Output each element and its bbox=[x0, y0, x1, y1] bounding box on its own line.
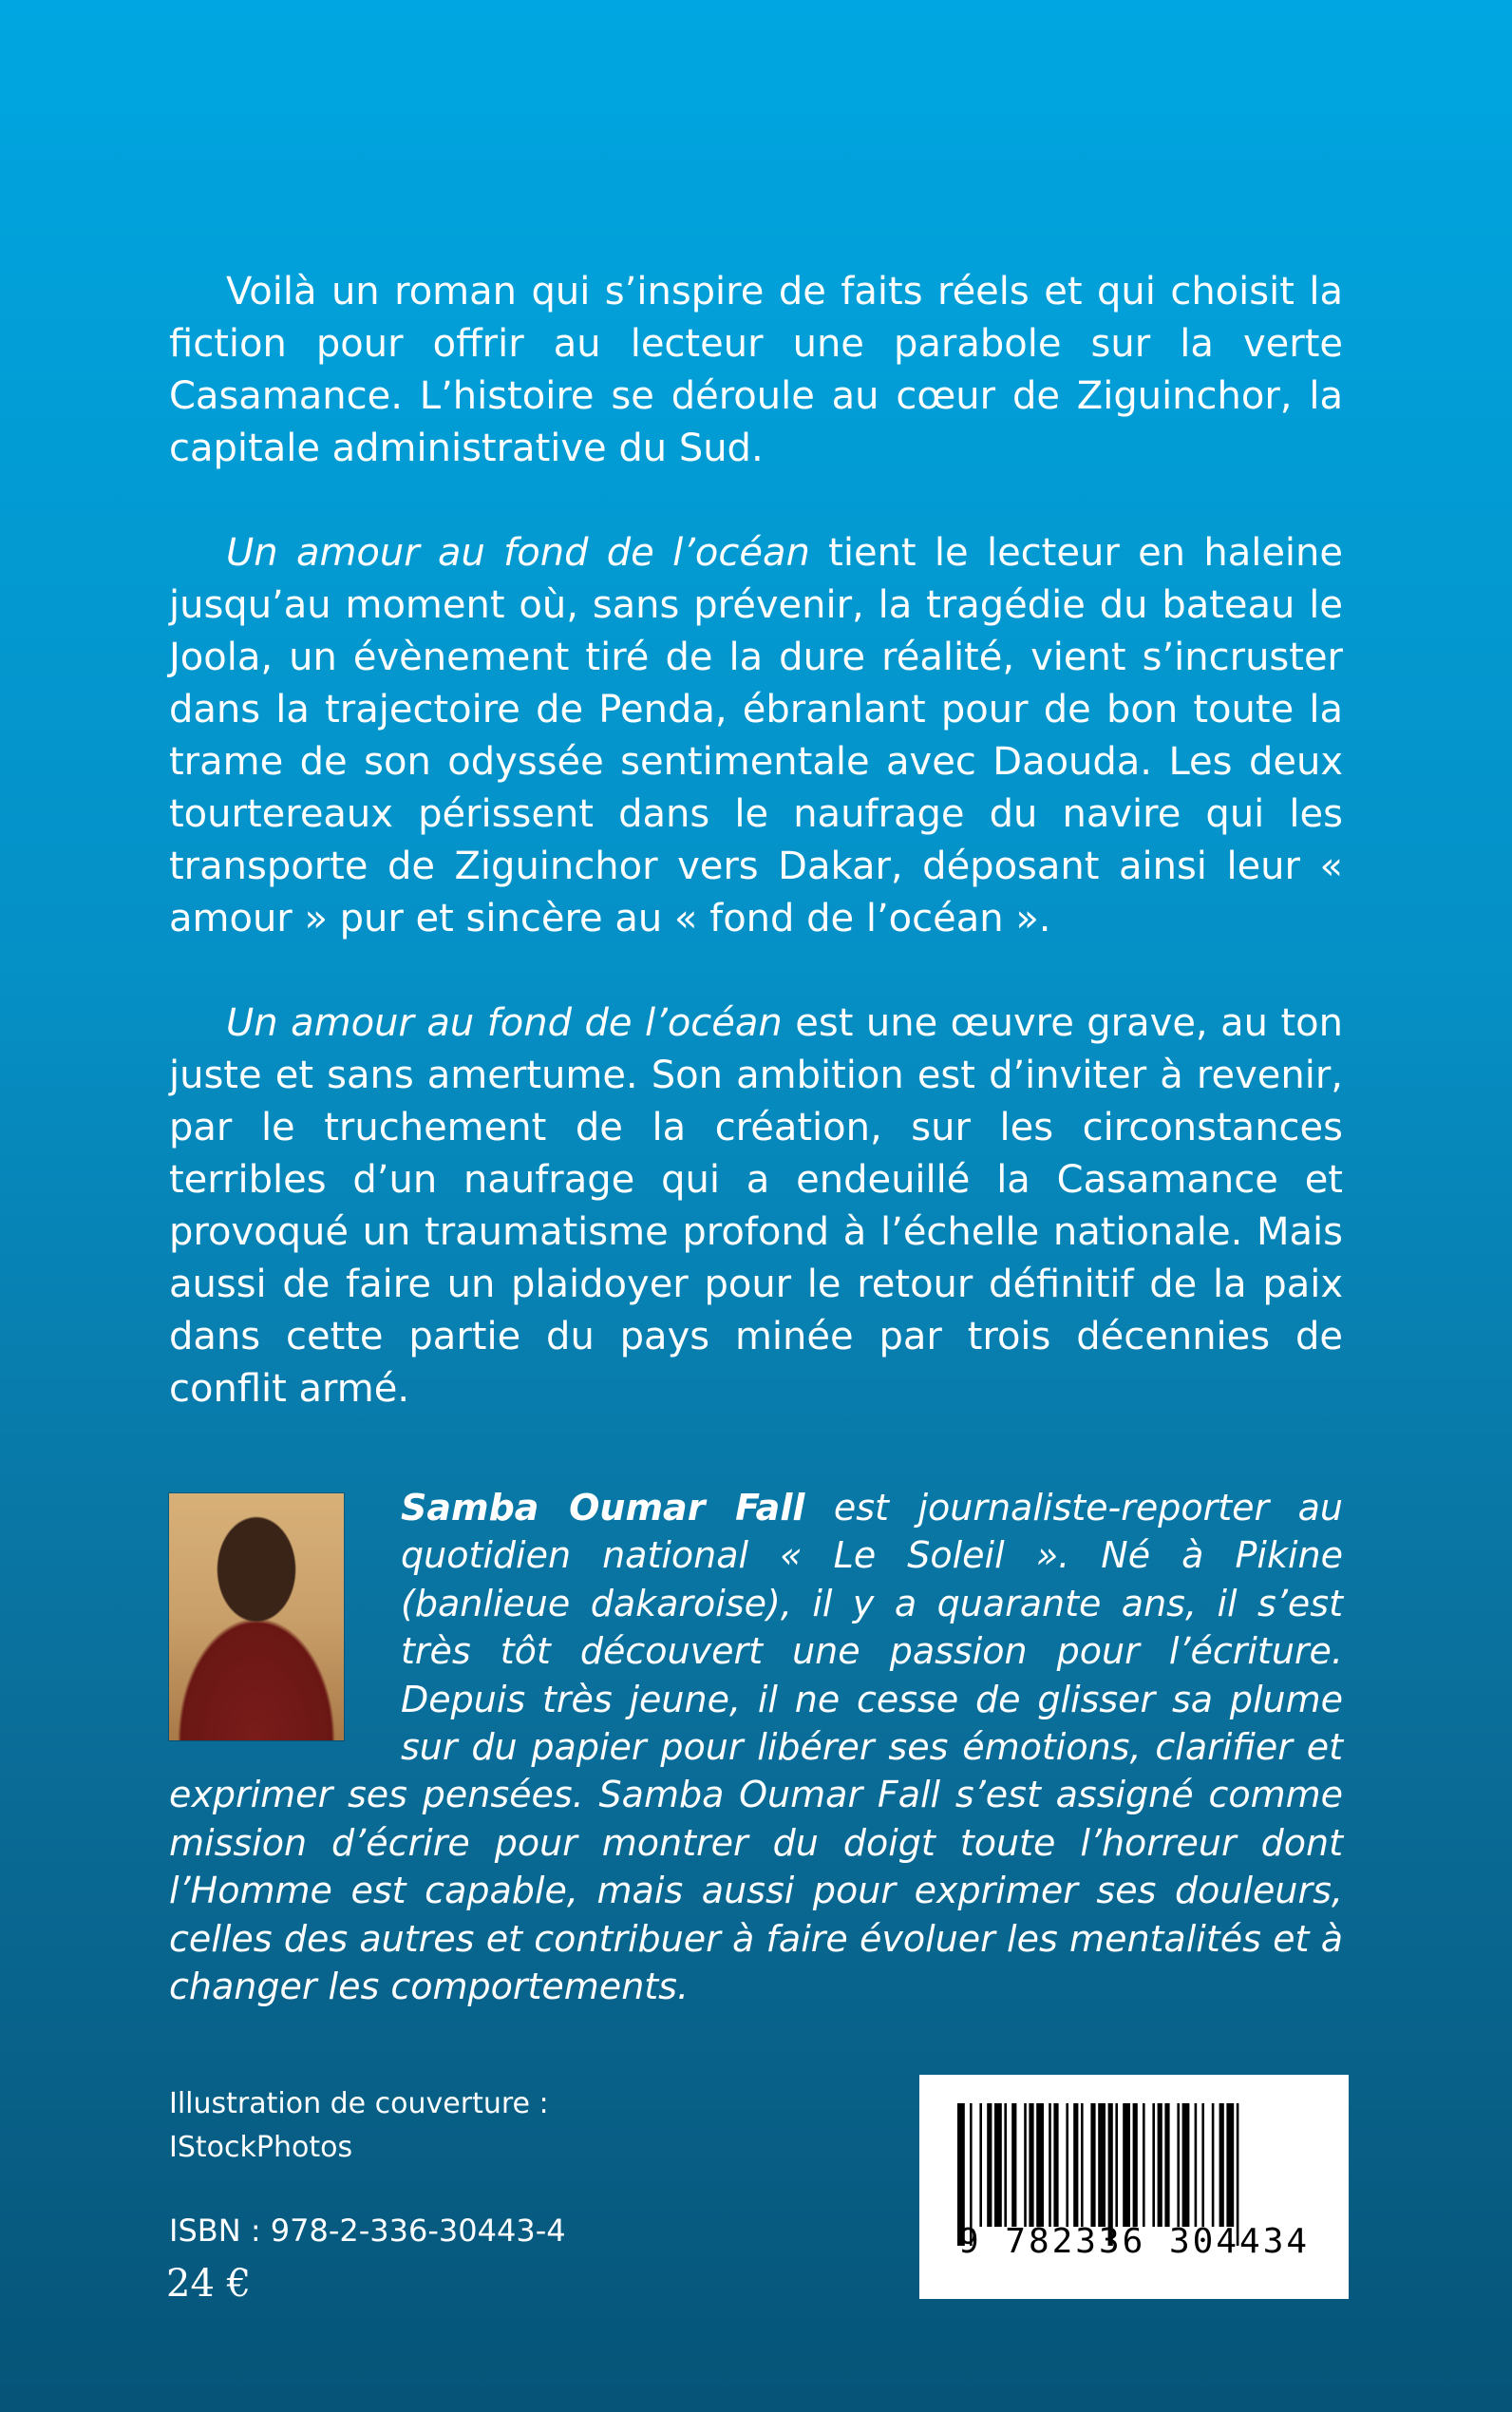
barcode-bar bbox=[1226, 2103, 1234, 2227]
cover-credit bbox=[169, 2082, 549, 2170]
book-title-italic: Un amour au fond de l’océan bbox=[226, 531, 810, 575]
book-blurb bbox=[169, 266, 1343, 1415]
barcode-bar bbox=[979, 2103, 982, 2227]
barcode-bar bbox=[1164, 2103, 1169, 2227]
author-bio-text: est journaliste-reporter au quotidien national « Le Soleil ». Né à Pikine (banlieue dakaroise), il y a quarante ans, il s’est très tôt découvert une passion pour l’écriture. Depuis très jeune, il ne cesse de glisser sa plume sur du papier pour libérer ses émotions, clarifier et exprimer ses pensées. Samba Oumar Fall s’est assigné comme mission d’écrire pour montrer du doigt toute l’horreur dont l’Homme est capable, mais aussi pour exprimer ses douleurs, celles des autres et contribuer à faire évoluer les mentalités et à changer les comportements. bbox=[169, 1487, 1343, 2008]
barcode-bar bbox=[1115, 2103, 1118, 2227]
book-title-italic: Un amour au fond de l’océan bbox=[226, 1001, 783, 1045]
barcode-bar bbox=[1123, 2103, 1130, 2227]
barcode-bar bbox=[1029, 2103, 1033, 2227]
author-bio bbox=[169, 1484, 1343, 2010]
barcode-bar bbox=[1066, 2103, 1068, 2227]
barcode-bar bbox=[1182, 2103, 1190, 2227]
blurb-paragraph-2 bbox=[169, 527, 1343, 945]
barcode-bar bbox=[1073, 2103, 1078, 2227]
barcode-bar bbox=[1201, 2103, 1204, 2227]
blurb-paragraph-1: Voilà un roman qui s’inspire de faits réels et qui choisit la fiction pour offrir au lecteur une parabole sur la verte Casamance. L’histoire se déroule au cœur de Ziguinchor, la capitale administrative du Sud. bbox=[169, 270, 1343, 470]
barcode-bar bbox=[1004, 2103, 1007, 2227]
barcode-bar bbox=[1177, 2103, 1180, 2227]
barcode-bar bbox=[1143, 2103, 1145, 2227]
author-photo bbox=[169, 1493, 344, 1740]
isbn: ISBN : 978-2-336-30443-4 bbox=[169, 2213, 566, 2249]
author-section bbox=[169, 1484, 1343, 2010]
cover-credit-label: Illustration de couverture : bbox=[169, 2087, 549, 2120]
barcode-bar bbox=[1219, 2103, 1224, 2227]
barcode-bar bbox=[1195, 2103, 1198, 2227]
barcode-bar bbox=[1098, 2103, 1106, 2227]
price: 24 € bbox=[166, 2262, 252, 2306]
barcode-bar bbox=[1212, 2103, 1215, 2227]
barcode-bar bbox=[1133, 2103, 1138, 2227]
barcode-bar bbox=[987, 2103, 992, 2227]
barcode bbox=[919, 2075, 1349, 2299]
barcode-bar bbox=[1011, 2103, 1016, 2227]
blurb-paragraph-3-text: est une œuvre grave, au ton juste et sans amertume. Son ambition est d’inviter à revenir, par le truchement de la création, sur les circonstances terribles d’un naufrage qui a endeuillé la Casamance et provoqué un traumatisme profond à l’échelle nationale. Mais aussi de faire un plaidoyer pour le retour définitif de la paix dans cette partie du pays minée par trois décennies de conflit armé. bbox=[169, 1001, 1343, 1411]
barcode-bars bbox=[919, 2075, 1349, 2299]
barcode-bar bbox=[994, 2103, 1002, 2227]
barcode-bar bbox=[1158, 2103, 1162, 2227]
barcode-bar bbox=[1081, 2103, 1084, 2227]
blurb-paragraph-2-text: tient le lecteur en haleine jusqu’au moment où, sans prévenir, la tragédie du bateau le Joola, un évènement tiré de la dure réalité, vient s’incruster dans la trajectoire de Penda, ébranlant pour de bon toute la trame de son odyssée sentimentale avec Daouda. Les deux tourtereaux périssent dans le naufrage du navire qui les transporte de Ziguinchor vers Dakar, déposant ainsi leur « amour » pur et sincère au « fond de l’océan ». bbox=[169, 531, 1343, 940]
barcode-digits: 9 782336 304434 bbox=[957, 2222, 1311, 2261]
barcode-bar bbox=[1024, 2103, 1027, 2227]
author-name: Samba Oumar Fall bbox=[401, 1487, 805, 1529]
barcode-bar bbox=[1090, 2103, 1095, 2227]
barcode-bar bbox=[1053, 2103, 1058, 2227]
blurb-paragraph-3 bbox=[169, 997, 1343, 1415]
barcode-bar bbox=[1152, 2103, 1155, 2227]
barcode-bar bbox=[1036, 2103, 1044, 2227]
cover-credit-source: IStockPhotos bbox=[169, 2131, 353, 2164]
barcode-bar bbox=[1049, 2103, 1051, 2227]
